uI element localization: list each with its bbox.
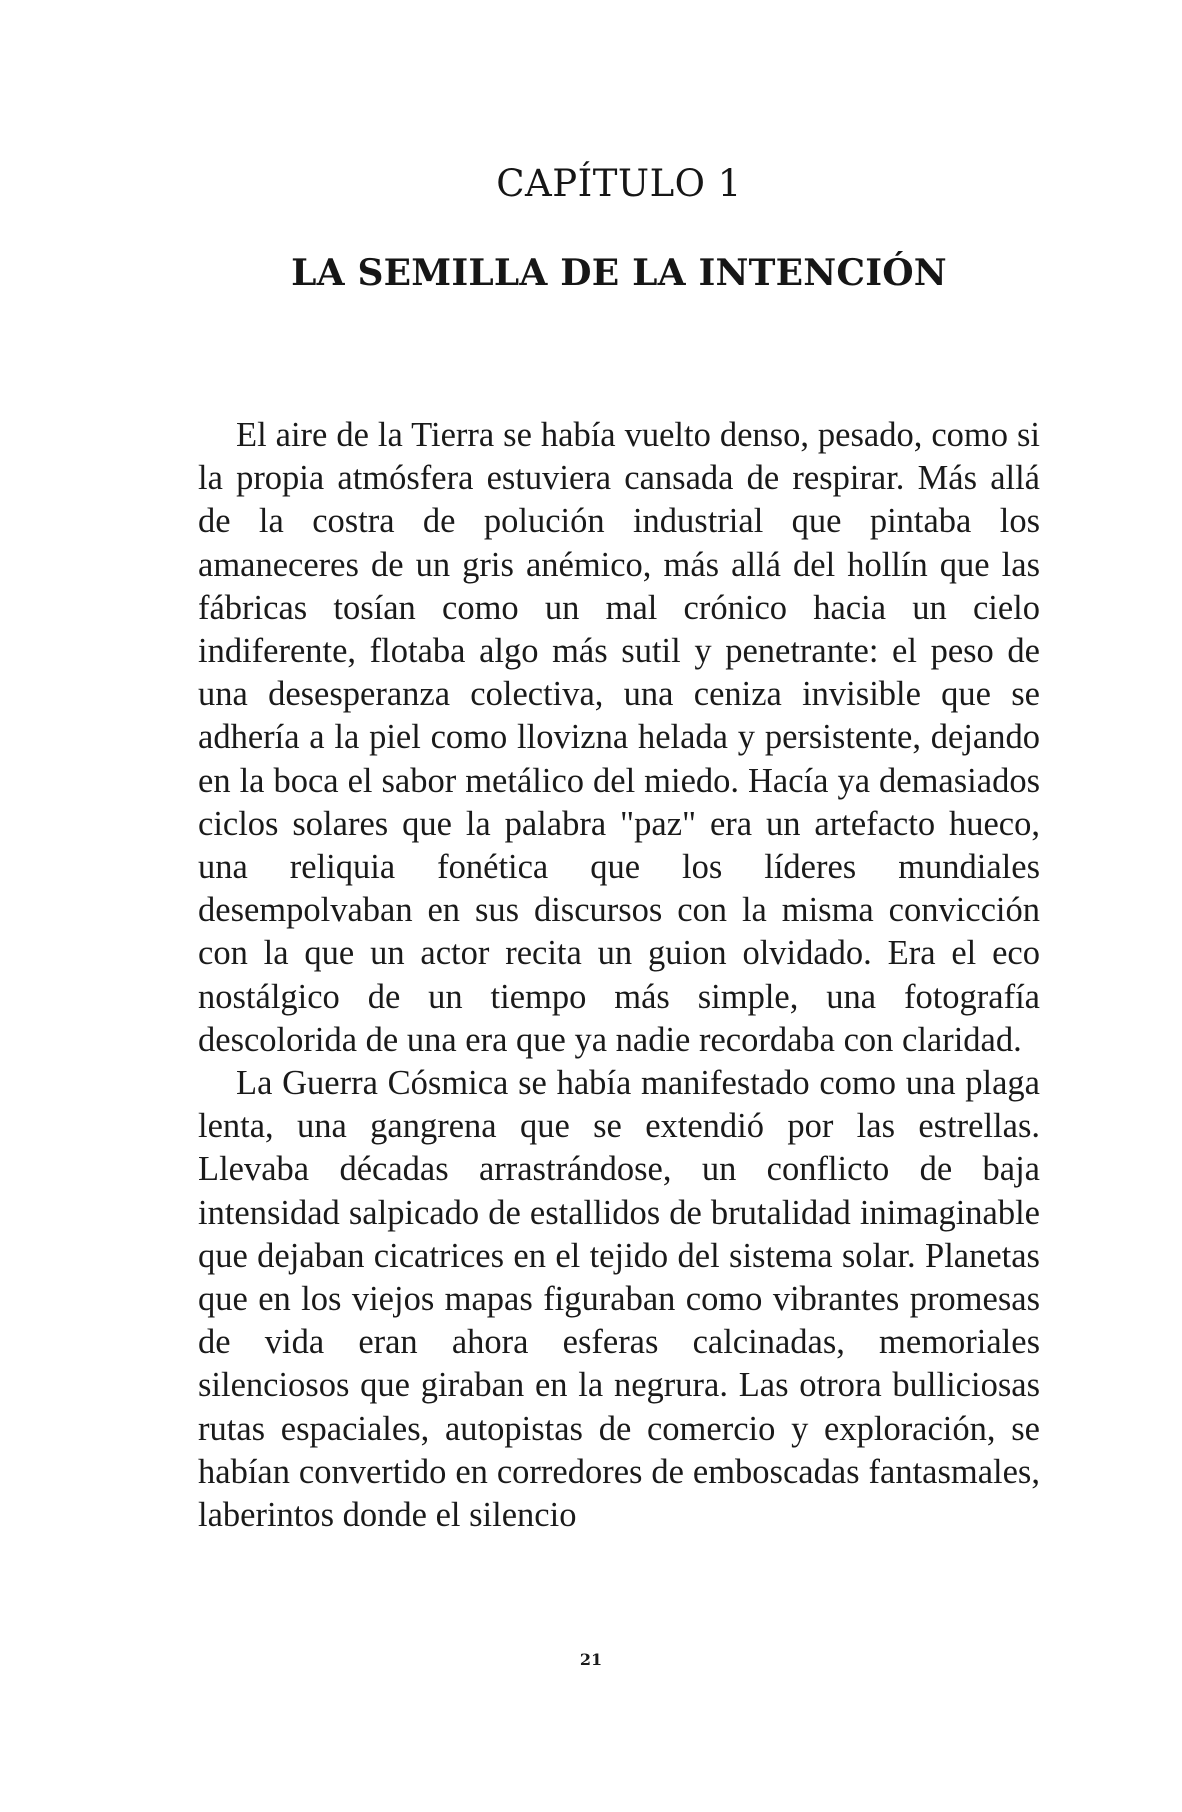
paragraph: La Guerra Cósmica se había manifestado como una plaga lenta, una gangrena que se extendió por las estrellas. Llevaba décadas arrastrándose, un conflicto de baja intensidad salpicado de estallidos de brutalidad inimaginable que dejaban cicatrices en el tejido del sistema solar. Planetas que en los viejos mapas figuraban como vibrantes promesas de vida eran ahora esferas calcinadas, memoriales silenciosos que giraban en la negrura. Las otrora bulliciosas rutas espaciales, autopistas de comercio y exploración, se habían convertido en corredores de emboscadas fantasmales, laberintos donde el silencio bbox=[198, 1064, 1040, 1535]
chapter-title: LA SEMILLA DE LA INTENCIÓN bbox=[291, 252, 947, 294]
paragraph: El aire de la Tierra se había vuelto denso, pesado, como si la propia atmósfera estuviera cansada de respirar. Más allá de la costra de polución industrial que pintaba los amaneceres de un gris anémico, más allá del hollín que las fábricas tosían como un mal crónico hacia un cielo indiferente, flotaba algo más sutil y penetrante: el peso de una desesperanza colectiva, una ceniza invisible que se adhería a la piel como llovizna helada y persistente, dejando en la boca el sabor metálico del miedo. Hacía ya demasiados ciclos solares que la palabra "paz" era un artefacto hueco, una reliquia fonética que los líderes mundiales desempolvaban en sus discursos con la misma convicción con la que un actor recita un guion olvidado. Era el eco nostálgico de un tiempo más simple, una fotografía descolorida de una era que ya nadie recordaba con claridad. bbox=[198, 416, 1040, 1059]
page-number: 21 bbox=[579, 1650, 603, 1669]
chapter-number: CAPÍTULO 1 bbox=[496, 162, 742, 205]
chapter-body bbox=[198, 414, 1040, 1537]
